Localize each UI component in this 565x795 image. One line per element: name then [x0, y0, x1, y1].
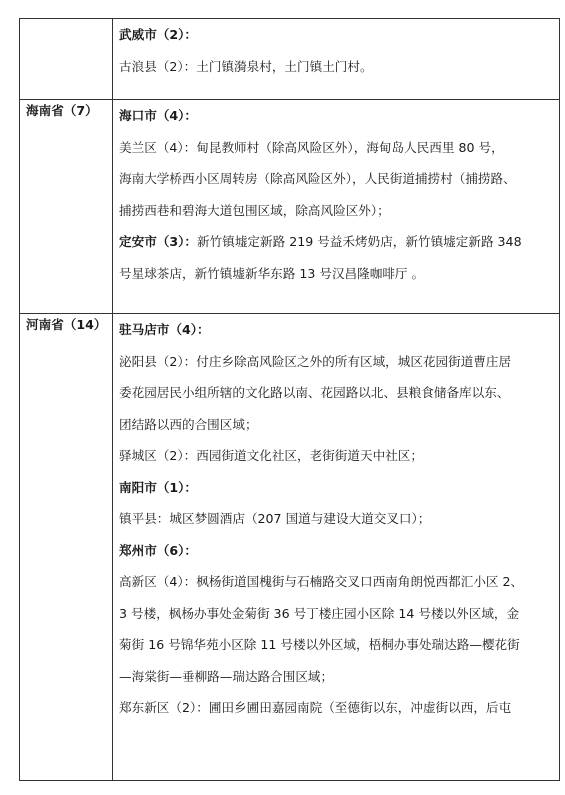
area-line: 古浪县（2）：土门镇漪泉村，土门镇土门村。 — [119, 58, 373, 74]
table-row — [20, 19, 560, 100]
area-text: 新竹镇墟定新路 219 号益禾烤奶店，新竹镇墟定新路 348 — [197, 234, 522, 249]
content-cell — [113, 314, 560, 781]
content-cell — [113, 19, 560, 100]
area-line: 委花园居民小组所辖的文化路以南、花园路以北、县粮食储备库以东、 — [119, 385, 510, 400]
table-row — [20, 100, 560, 314]
table-row — [20, 314, 560, 781]
area-line: 3 号楼，枫杨办事处金菊街 36 号丁楼庄园小区除 14 号楼以外区域，金 — [119, 605, 520, 621]
area-line: 号星球茶店，新竹镇墟新华东路 13 号汉昌隆咖啡厅 。 — [119, 265, 425, 281]
risk-area-table — [19, 18, 560, 781]
area-line-mixed — [119, 226, 553, 258]
province-cell: 河南省（14） — [20, 314, 113, 781]
area-line: —海棠街—垂柳路—瑞达路合围区域； — [119, 668, 334, 684]
area-line: 驿城区（2）：西园街道文化社区，老街街道天中社区； — [119, 448, 423, 463]
city-heading: 郑州市（6）： — [119, 542, 198, 558]
area-line: 镇平县：城区梦圆酒店（207 国道与建设大道交叉口）； — [119, 511, 431, 526]
province-cell: 海南省（7） — [20, 100, 113, 314]
area-line: 郑东新区（2）：圃田乡圃田嘉园南院（至德街以东，冲虚街以西，后屯 — [119, 700, 512, 715]
city-heading: 武威市（2）： — [119, 27, 198, 42]
province-cell — [20, 19, 113, 100]
content-cell — [113, 100, 560, 314]
city-heading: 南阳市（1）： — [119, 479, 198, 495]
area-line: 团结路以西的合围区域； — [119, 416, 258, 432]
area-line: 美兰区（4）：甸昆教师村（除高风险区外），海甸岛人民西里 80 号， — [119, 139, 504, 155]
area-line: 海南大学桥西小区周转房（除高风险区外），人民街道捕捞村（捕捞路、 — [119, 171, 516, 186]
area-line: 捕捞西巷和碧海大道包围区域，除高风险区外）； — [119, 202, 390, 218]
area-line: 泌阳县（2）：付庄乡除高风险区之外的所有区域，城区花园街道曹庄居 — [119, 353, 512, 369]
city-heading: 海口市（4）： — [119, 108, 198, 123]
area-line: 菊街 16 号锦华苑小区除 11 号楼以外区域，梧桐办事处瑞达路—樱花街 — [119, 637, 520, 652]
area-line: 高新区（4）：枫杨街道国槐街与石楠路交叉口西南角朗悦西都汇小区 2、 — [119, 574, 524, 589]
city-heading: 驻马店市（4）： — [119, 322, 210, 337]
city-heading: 定安市（3）： — [119, 234, 198, 249]
